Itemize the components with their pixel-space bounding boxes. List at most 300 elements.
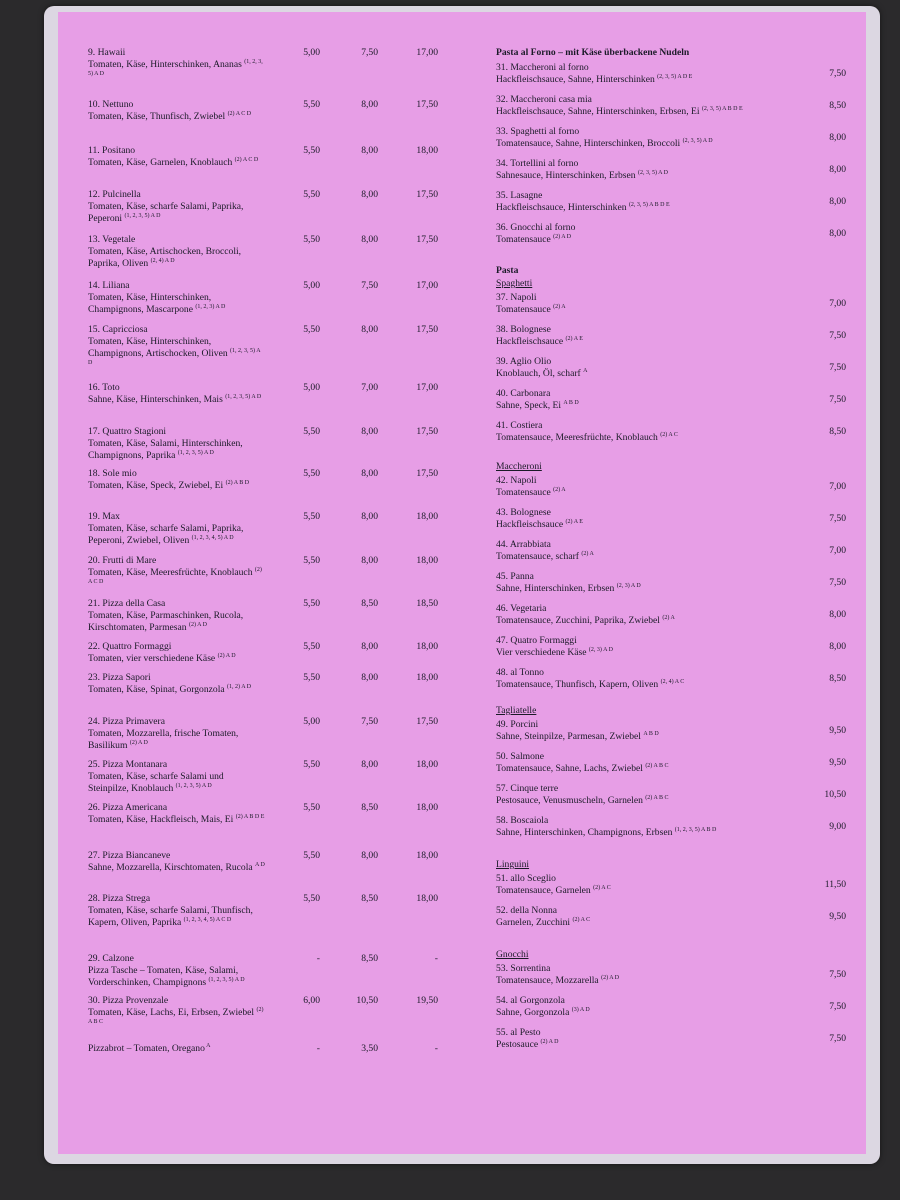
item-title: 31. Maccheroni al forno — [496, 62, 589, 73]
menu-item — [88, 324, 448, 372]
menu-item — [496, 507, 846, 531]
item-ingredients: Tomatensauce — [496, 234, 554, 245]
item-title: 45. Panna — [496, 571, 534, 582]
allergen-codes: (1, 2, 3, 5) A D — [88, 347, 261, 366]
item-description — [88, 394, 266, 406]
item-description — [88, 653, 266, 665]
allergen-codes: (2, 3, 5) A D — [638, 169, 668, 176]
item-description — [88, 292, 266, 316]
menu-item — [496, 719, 846, 743]
price-large: - — [434, 1043, 438, 1054]
menu-item — [496, 571, 846, 595]
price-medium: 8,00 — [361, 759, 378, 770]
menu-item — [496, 356, 846, 380]
price-small: 5,50 — [303, 759, 320, 770]
price-large: 18,00 — [416, 145, 438, 156]
price-medium: 7,50 — [361, 280, 378, 291]
item-description — [496, 74, 766, 86]
allergen-codes: (1, 2, 3, 5) A D — [124, 212, 161, 219]
allergen-codes: (2, 3) A D — [588, 646, 613, 653]
menu-item — [496, 190, 846, 214]
item-price: 8,00 — [829, 641, 846, 652]
item-ingredients: Hackfleischsauce — [496, 336, 566, 347]
item-ingredients: Tomaten, Mozzarella, frische Tomaten, Basilikum — [88, 728, 239, 751]
price-large: 17,50 — [416, 426, 438, 437]
item-description — [88, 771, 266, 795]
price-large: 18,00 — [416, 893, 438, 904]
allergen-codes: (2, 3, 5) A D — [682, 137, 713, 144]
item-title: 23. Pizza Sapori — [88, 672, 151, 683]
item-title: 53. Sorrentina — [496, 963, 551, 974]
item-description — [88, 684, 266, 696]
price-large: 17,00 — [416, 280, 438, 291]
allergen-codes: (2) A B D E — [235, 813, 265, 820]
item-title: 34. Tortellini al forno — [496, 158, 579, 169]
menu-item — [496, 783, 846, 807]
item-ingredients: Tomaten, Käse, Thunfisch, Zwiebel — [88, 111, 228, 122]
item-description — [88, 814, 266, 826]
item-title: 16. Toto — [88, 382, 120, 393]
price-large: - — [434, 953, 438, 964]
item-description — [496, 106, 766, 118]
item-ingredients: Sahne, Käse, Hinterschinken, Mais — [88, 394, 226, 405]
allergen-codes: (2) A E — [565, 518, 583, 525]
item-description — [496, 487, 766, 499]
price-large: 18,00 — [416, 802, 438, 813]
item-ingredients: Tomaten, Käse, Hinterschinken, Champignons, Mascarpone — [88, 292, 212, 315]
item-ingredients: Tomatensauce, Sahne, Hinterschinken, Broccoli — [496, 138, 683, 149]
item-description — [88, 905, 266, 929]
allergen-codes: A D — [255, 861, 265, 868]
item-title: 35. Lasagne — [496, 190, 543, 201]
section-heading-pasta: Pasta — [496, 265, 519, 276]
item-price: 7,00 — [829, 481, 846, 492]
menu-item — [88, 234, 448, 270]
menu-item — [496, 324, 846, 348]
menu-item — [88, 716, 448, 752]
price-small: 5,50 — [303, 893, 320, 904]
item-title: 19. Max — [88, 511, 120, 522]
item-title: 37. Napoli — [496, 292, 537, 303]
item-price: 7,00 — [829, 298, 846, 309]
item-title: 21. Pizza della Casa — [88, 598, 166, 609]
item-description — [88, 523, 266, 547]
price-large: 18,50 — [416, 598, 438, 609]
price-large: 17,50 — [416, 99, 438, 110]
allergen-codes: (2) A B D — [225, 479, 250, 486]
subheading-linguini: Linguini — [496, 859, 530, 870]
item-price: 8,00 — [829, 164, 846, 175]
price-small: 5,50 — [303, 145, 320, 156]
allergen-codes: (2) A D — [553, 233, 572, 240]
item-description — [496, 551, 766, 563]
price-small: 5,00 — [303, 716, 320, 727]
price-large: 17,50 — [416, 189, 438, 200]
item-ingredients: Tomaten, Käse, Spinat, Gorgonzola — [88, 684, 228, 695]
menu-item — [496, 635, 846, 659]
item-title: 54. al Gorgonzola — [496, 995, 565, 1006]
allergen-codes: (2) A — [662, 614, 675, 621]
price-small: 5,50 — [303, 598, 320, 609]
item-title: 25. Pizza Montanara — [88, 759, 168, 770]
item-ingredients: Tomatensauce, Meeresfrüchte, Knoblauch — [496, 432, 661, 443]
price-large: 17,50 — [416, 234, 438, 245]
item-title: 38. Bolognese — [496, 324, 551, 335]
allergen-codes: (1, 2, 3, 5) A D — [175, 782, 212, 789]
menu-item — [496, 62, 846, 86]
price-small: 5,50 — [303, 850, 320, 861]
menu-item — [496, 222, 846, 246]
price-large: 18,00 — [416, 555, 438, 566]
item-ingredients: Tomaten, Käse, Parmaschinken, Rucola, Kirschtomaten, Parmesan — [88, 610, 244, 633]
allergen-codes: A — [204, 1042, 211, 1049]
allergen-codes: (2) A D — [129, 739, 148, 746]
menu-item — [88, 995, 448, 1031]
item-ingredients: Tomatensauce, Garnelen — [496, 885, 594, 896]
item-title: 32. Maccheroni casa mia — [496, 94, 592, 105]
item-title: 58. Boscaiola — [496, 815, 549, 826]
item-ingredients: Pizza Tasche – Tomaten, Käse, Salami, Vorderschinken, Champignons — [88, 965, 239, 988]
allergen-codes: (2, 4) A C — [660, 678, 685, 685]
item-title: 30. Pizza Provenzale — [88, 995, 169, 1006]
price-large: 18,00 — [416, 641, 438, 652]
price-small: 5,50 — [303, 802, 320, 813]
menu-item — [88, 850, 448, 874]
price-medium: 8,50 — [361, 953, 378, 964]
menu-item — [88, 189, 448, 225]
menu-item — [88, 672, 448, 696]
section-heading-pasta-al-forno: Pasta al Forno – mit Käse überbackene Nudeln — [496, 47, 690, 58]
menu-item — [88, 145, 448, 169]
price-large: 19,50 — [416, 995, 438, 1006]
menu-item — [88, 555, 448, 591]
price-large: 18,00 — [416, 850, 438, 861]
menu-item — [88, 511, 448, 547]
allergen-codes: (2) A D — [601, 974, 620, 981]
item-ingredients: Sahne, Hinterschinken, Champignons, Erbsen — [496, 827, 675, 838]
item-description — [496, 615, 766, 627]
menu-item — [88, 759, 448, 795]
item-price: 7,50 — [829, 394, 846, 405]
subheading-tagliatelle: Tagliatelle — [496, 705, 537, 716]
price-large: 17,00 — [416, 382, 438, 393]
item-ingredients: Tomaten, Käse, Garnelen, Knoblauch — [88, 157, 235, 168]
item-description — [496, 975, 766, 987]
item-ingredients: Tomatensauce — [496, 304, 554, 315]
item-ingredients: Tomaten, Käse, Salami, Hinterschinken, Champignons, Paprika — [88, 438, 243, 461]
item-ingredients: Tomaten, Käse, scharfe Salami, Paprika, Peperoni, Zwiebel, Oliven — [88, 523, 244, 546]
allergen-codes: (2) A C — [593, 884, 611, 891]
item-ingredients: Tomaten, Käse, Meeresfrüchte, Knoblauch — [88, 567, 255, 578]
item-title: 46. Vegetaria — [496, 603, 547, 614]
item-title: 24. Pizza Primavera — [88, 716, 165, 727]
allergen-codes: A B D — [563, 399, 579, 406]
item-description — [496, 304, 766, 316]
item-description — [496, 432, 766, 444]
item-price: 9,50 — [829, 757, 846, 768]
item-description — [88, 567, 266, 591]
allergen-codes: (2) A C D — [88, 566, 262, 585]
price-small: 5,50 — [303, 555, 320, 566]
allergen-codes: (2, 3, 5) A D E — [657, 73, 693, 80]
item-description — [496, 336, 766, 348]
menu-item — [88, 47, 448, 83]
menu-item — [88, 1043, 448, 1055]
item-price: 8,50 — [829, 426, 846, 437]
item-price: 8,00 — [829, 132, 846, 143]
item-description — [496, 234, 766, 246]
price-medium: 7,50 — [361, 716, 378, 727]
item-title: 41. Costiera — [496, 420, 543, 431]
item-title: 28. Pizza Strega — [88, 893, 151, 904]
price-large: 17,50 — [416, 324, 438, 335]
menu-item — [496, 158, 846, 182]
allergen-codes: (2) A B C — [645, 794, 669, 801]
price-medium: 8,00 — [361, 99, 378, 110]
price-small: 5,50 — [303, 641, 320, 652]
item-title: 20. Frutti di Mare — [88, 555, 157, 566]
allergen-codes: (1, 2) A D — [227, 683, 252, 690]
menu-item — [496, 475, 846, 499]
price-large: 17,50 — [416, 716, 438, 727]
item-description — [496, 1039, 766, 1051]
item-price: 10,50 — [824, 789, 846, 800]
menu-item — [496, 873, 846, 897]
item-description — [496, 731, 766, 743]
item-ingredients: Garnelen, Zucchini — [496, 917, 573, 928]
allergen-codes: (2) A — [553, 303, 566, 310]
item-ingredients: Sahne, Steinpilze, Parmesan, Zwiebel — [496, 731, 644, 742]
item-title: 48. al Tonno — [496, 667, 544, 678]
item-title: 43. Bolognese — [496, 507, 551, 518]
item-title: 50. Salmone — [496, 751, 544, 762]
item-price: 8,00 — [829, 228, 846, 239]
item-title: Pizzabrot – Tomaten, Oregano $^A$ — [88, 1042, 211, 1054]
allergen-codes: (2) A C — [572, 916, 591, 923]
allergen-codes: (1, 2, 3, 5) A D — [208, 976, 245, 983]
item-title: 29. Calzone — [88, 953, 134, 964]
menu-item — [496, 815, 846, 839]
allergen-codes: (2) A B C — [645, 762, 669, 769]
item-description — [496, 679, 766, 691]
menu-item — [496, 1027, 846, 1051]
allergen-codes: (2) A C — [660, 431, 678, 438]
menu-item — [496, 420, 846, 444]
allergen-codes: (1, 2, 3, 5) A D — [225, 393, 262, 400]
price-large: 18,00 — [416, 672, 438, 683]
price-small: 6,00 — [303, 995, 320, 1006]
item-ingredients: Tomatensauce, Mozzarella — [496, 975, 602, 986]
item-ingredients: Tomatensauce, scharf — [496, 551, 582, 562]
allergen-codes: (2) A D — [217, 652, 236, 659]
item-description — [88, 59, 266, 83]
price-small: 5,50 — [303, 672, 320, 683]
item-price: 7,50 — [829, 577, 846, 588]
item-ingredients: Tomaten, vier verschiedene Käse — [88, 653, 218, 664]
item-description — [88, 201, 266, 225]
item-ingredients: Tomatensauce, Zucchini, Paprika, Zwiebel — [496, 615, 663, 626]
price-medium: 8,00 — [361, 850, 378, 861]
price-small: 5,50 — [303, 99, 320, 110]
item-description — [88, 480, 266, 492]
allergen-codes: (2, 3, 5) A B D E — [628, 201, 670, 208]
item-description — [88, 111, 266, 123]
allergen-codes: (2) A E — [565, 335, 583, 342]
item-ingredients: Knoblauch, Öl, scharf — [496, 368, 584, 379]
item-title: 42. Napoli — [496, 475, 537, 486]
item-description — [496, 202, 766, 214]
item-description — [88, 965, 266, 989]
price-small: - — [316, 953, 320, 964]
item-ingredients: Tomaten, Käse, Lachs, Ei, Erbsen, Zwiebel — [88, 1007, 257, 1018]
item-ingredients: Sahnesauce, Hinterschinken, Erbsen — [496, 170, 638, 181]
item-ingredients: Sahne, Mozzarella, Kirschtomaten, Rucola — [88, 862, 256, 873]
item-price: 8,00 — [829, 196, 846, 207]
item-price: 7,50 — [829, 969, 846, 980]
item-description — [88, 862, 266, 874]
menu-page — [58, 12, 866, 1154]
item-price: 9,00 — [829, 821, 846, 832]
allergen-codes: (3) A D — [571, 1006, 590, 1013]
price-medium: 8,00 — [361, 324, 378, 335]
price-medium: 8,00 — [361, 426, 378, 437]
menu-item — [88, 641, 448, 665]
menu-item — [88, 382, 448, 406]
item-title: 18. Sole mio — [88, 468, 137, 479]
item-ingredients: Pestosauce — [496, 1039, 541, 1050]
menu-item — [496, 94, 846, 118]
item-ingredients: Sahne, Gorgonzola — [496, 1007, 572, 1018]
menu-item — [496, 751, 846, 775]
allergen-codes: (1, 2, 3, 5) A D — [177, 449, 214, 456]
item-ingredients: Tomaten, Käse, Speck, Zwiebel, Ei — [88, 480, 226, 491]
menu-item — [88, 953, 448, 989]
item-description — [496, 519, 766, 531]
price-medium: 10,50 — [356, 995, 378, 1006]
price-small: 5,50 — [303, 234, 320, 245]
allergen-codes: (1, 2, 3, 5) A B D — [674, 826, 717, 833]
item-description — [496, 827, 766, 839]
allergen-codes: (2, 3, 5) A B D E — [701, 105, 743, 112]
price-medium: 8,00 — [361, 234, 378, 245]
item-ingredients: Tomaten, Käse, scharfe Salami, Paprika, Peperoni — [88, 201, 244, 224]
item-ingredients: Tomaten, Käse, Hackfleisch, Mais, Ei — [88, 814, 236, 825]
item-description — [496, 368, 766, 380]
item-description — [88, 1007, 266, 1031]
item-description — [496, 795, 766, 807]
item-description — [496, 885, 766, 897]
price-large: 18,00 — [416, 511, 438, 522]
menu-item — [496, 126, 846, 150]
allergen-codes: (2) A D — [188, 621, 207, 628]
item-title: 14. Liliana — [88, 280, 130, 291]
item-description — [88, 246, 266, 270]
item-title: 13. Vegetale — [88, 234, 136, 245]
item-title: 39. Aglio Olio — [496, 356, 552, 367]
price-small: 5,50 — [303, 511, 320, 522]
item-price: 8,50 — [829, 100, 846, 111]
item-description — [88, 610, 266, 634]
item-description — [496, 138, 766, 150]
allergen-codes: A — [583, 367, 588, 374]
item-title: 57. Cinque terre — [496, 783, 559, 794]
item-title: 51. allo Sceglio — [496, 873, 556, 884]
menu-item — [88, 468, 448, 492]
price-small: 5,00 — [303, 382, 320, 393]
price-medium: 8,50 — [361, 802, 378, 813]
item-title: 40. Carbonara — [496, 388, 551, 399]
item-title: 33. Spaghetti al forno — [496, 126, 580, 137]
item-title: 44. Arrabbiata — [496, 539, 551, 550]
price-small: 5,50 — [303, 468, 320, 479]
menu-item — [496, 905, 846, 929]
price-medium: 8,50 — [361, 893, 378, 904]
allergen-codes: (2) A — [581, 550, 594, 557]
item-price: 11,50 — [824, 879, 846, 890]
price-small: 5,50 — [303, 426, 320, 437]
item-title: 9. Hawaii — [88, 47, 126, 58]
item-description — [496, 1007, 766, 1019]
item-title: 36. Gnocchi al forno — [496, 222, 576, 233]
item-title: 17. Quattro Stagioni — [88, 426, 167, 437]
item-description — [88, 157, 266, 169]
price-medium: 8,00 — [361, 511, 378, 522]
price-medium: 8,00 — [361, 189, 378, 200]
menu-item — [496, 963, 846, 987]
item-description — [88, 438, 266, 462]
item-title: 11. Positano — [88, 145, 136, 156]
item-ingredients: Pestosauce, Venusmuscheln, Garnelen — [496, 795, 646, 806]
item-ingredients: Tomaten, Käse, scharfe Salami, Thunfisch, Kapern, Oliven, Paprika — [88, 905, 253, 928]
menu-item — [496, 667, 846, 691]
item-price: 7,50 — [829, 513, 846, 524]
allergen-codes: (2) A B C — [88, 1006, 264, 1025]
item-title: 26. Pizza Americana — [88, 802, 168, 813]
item-title: 12. Pulcinella — [88, 189, 141, 200]
allergen-codes: (1, 2, 3, 4, 5) A D — [191, 534, 234, 541]
item-ingredients: Hackfleischsauce, Sahne, Hinterschinken — [496, 74, 658, 85]
price-large: 17,50 — [416, 468, 438, 479]
price-medium: 8,00 — [361, 672, 378, 683]
item-description — [496, 400, 766, 412]
item-ingredients: Tomatensauce, Thunfisch, Kapern, Oliven — [496, 679, 661, 690]
price-small: 5,00 — [303, 47, 320, 58]
price-medium: 8,00 — [361, 145, 378, 156]
item-description — [496, 583, 766, 595]
item-title: 10. Nettuno — [88, 99, 134, 110]
price-large: 18,00 — [416, 759, 438, 770]
item-title: 27. Pizza Biancaneve — [88, 850, 171, 861]
item-ingredients: Tomaten, Käse, Artischocken, Broccoli, Paprika, Oliven — [88, 246, 242, 269]
allergen-codes: (2) A — [553, 486, 566, 493]
item-ingredients: Tomatensauce — [496, 487, 554, 498]
price-medium: 8,00 — [361, 555, 378, 566]
item-ingredients: Hackfleischsauce — [496, 519, 566, 530]
item-ingredients: Hackfleischsauce, Sahne, Hinterschinken, Erbsen, Ei — [496, 106, 702, 117]
item-ingredients: Tomaten, Käse, scharfe Salami und Steinpilze, Knoblauch — [88, 771, 224, 794]
item-description — [88, 728, 266, 752]
item-ingredients: Sahne, Hinterschinken, Erbsen — [496, 583, 617, 594]
allergen-codes: A B D — [643, 730, 659, 737]
price-medium: 8,00 — [361, 468, 378, 479]
price-small: 5,50 — [303, 189, 320, 200]
item-price: 7,50 — [829, 362, 846, 373]
item-ingredients: Sahne, Speck, Ei — [496, 400, 564, 411]
item-price: 7,50 — [829, 1001, 846, 1012]
item-ingredients: Hackfleischsauce, Hinterschinken — [496, 202, 629, 213]
item-title: 47. Quatro Formaggi — [496, 635, 577, 646]
menu-item — [88, 280, 448, 316]
